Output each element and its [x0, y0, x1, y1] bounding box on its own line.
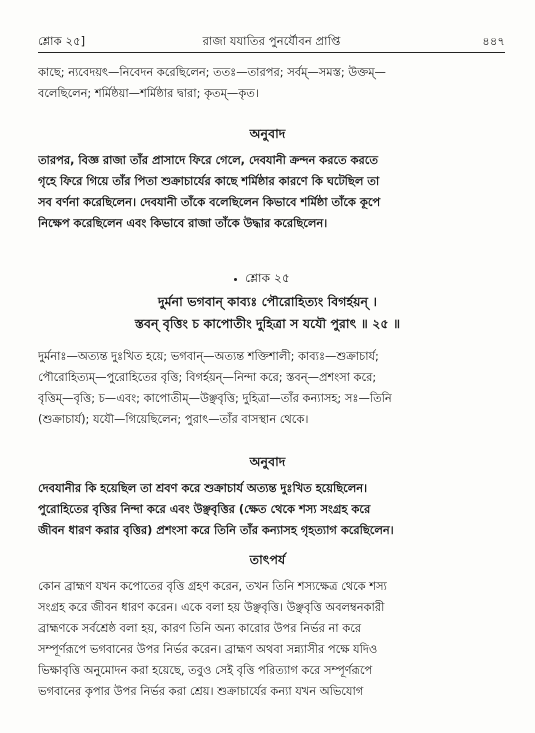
verse-line-2: স্তবন্ বৃত্তিং চ কাপোতীং দুহিত্রা স যযৌ পুরাৎ ॥ ২৫ ॥ [134, 316, 401, 331]
text-line: দুর্মনাঃ—অত্যন্ত দুঃখিত হয়ে; ভগবান্—অত্যন্ত শক্তিশালী; কাব্যঃ—শুক্রাচার্য; [38, 349, 379, 363]
text-line: তারপর, বিজ্ঞ রাজা তাঁর প্রাসাদে ফিরে গেলে, দেবযানী ক্রন্দন করতে করতে [38, 153, 378, 167]
text-line: (শুক্রাচার্য); যযৌ—গিয়েছিলেন; পুরাৎ—তাঁর বাসস্থান থেকে। [38, 412, 309, 426]
text-line: গৃহে ফিরে গিয়ে তাঁর পিতা শুক্রাচার্যের কাছে শর্মিষ্ঠার কারণে কি ঘটেছিল তা [38, 174, 380, 188]
text-line: ভিক্ষাবৃত্তি অনুমোদন করা হয়েছে, তবুও সেই বৃত্তি পরিত্যাগ করে সম্পূর্ণরূপে [38, 663, 373, 677]
header-rule [38, 52, 505, 53]
text-line: পৌরোহিত্যম্—পুরোহিতের বৃত্তি; বিগর্হয়ন্—নিন্দা করে; স্তবন্—প্রশংসা করে; [38, 370, 377, 384]
translation-text [38, 150, 505, 234]
translation-heading-2: অনুবাদ [249, 454, 286, 469]
verse-title: শ্লোক ২৫ [245, 271, 290, 285]
text-line: সব বর্ণনা করেছিলেন। দেবযানী তাঁকে বলেছিলেন কিভাবে শর্মিষ্ঠা তাঁকে কূপে [38, 195, 381, 209]
header-verse-ref: শ্লোক ২৫] [38, 34, 86, 48]
synonyms-continuation [38, 62, 505, 104]
text-line: দেবযানীর কি হয়েছিল তা শ্রবণ করে শুক্রাচার্য অত্যন্ত দুঃখিত হয়েছিলেন। [38, 481, 368, 495]
purport-heading: তাৎপর্য [249, 552, 286, 567]
text-line: নিক্ষেপ করেছিলেন এবং কিভাবে রাজা তাঁকে উদ্ধার করেছিলেন। [38, 216, 328, 230]
purport-text [38, 576, 505, 702]
text-line: ব্রাহ্মণকে সর্বশ্রেষ্ঠ বলা হয়, কারণ তিনি অন্য কারোর উপর নির্ভর না করে [38, 621, 362, 635]
text-line: কোন ব্রাহ্মণ যখন কপোতের বৃত্তি গ্রহণ করেন, তখন তিনি শস্যক্ষেত্র থেকে শস্য [38, 579, 387, 593]
header-page-number: ৪৪৭ [482, 34, 505, 48]
translation-heading: অনুবাদ [249, 126, 286, 141]
word-synonyms [38, 346, 505, 430]
verse-line-1: দুর্মনা ভগবান্ কাব্যঃ পৌরোহিত্যং বিগর্হয়ন্ । [158, 294, 377, 309]
text-line: সংগ্রহ করে জীবন ধারণ করেন। একে বলা হয় উঞ্ছবৃত্তি। উঞ্ছবৃত্তি অবলম্বনকারী [38, 600, 385, 614]
text-line: সম্পূর্ণরূপে ভগবানের উপর নির্ভর করেন। ব্রাহ্মণ অথবা সন্ন্যাসীর পক্ষে যদিও [38, 642, 378, 656]
translation-text-2 [38, 478, 505, 541]
running-header [38, 33, 505, 51]
text-line: বলেছিলেন; শর্মিষ্ঠয়া—শর্মিষ্ঠার দ্বারা; কৃতম্—কৃত। [38, 86, 259, 100]
header-chapter-title: রাজা যযাতির পুনর্যৌবন প্রাপ্তি [202, 34, 341, 48]
text-line: জীবন ধারণ করার বৃত্তির) প্রশংসা করে তিনি তাঁর কন্যাসহ গৃহত্যাগ করেছিলেন। [38, 523, 394, 537]
text-line: পুরোহিতের বৃত্তির নিন্দা করে এবং উঞ্ছবৃত্তির (ক্ষেত থেকে শস্য সংগ্রহ করে [38, 502, 371, 516]
text-line: কাছে; ন্যবেদয়ৎ—নিবেদন করেছিলেন; ততঃ—তারপর; সর্বম্—সমস্ত; উক্তম্— [38, 65, 386, 79]
text-line: বৃত্তিম্—বৃত্তি; চ—এবং; কাপোতীম্—উঞ্ছবৃত্তি; দুহিত্রা—তাঁর কন্যাসহ; সঃ—তিনি [38, 391, 392, 405]
text-line: ভগবানের কৃপার উপর নির্ভর করা শ্রেয়। শুক্রাচার্যের কন্যা যখন অভিযোগ [38, 684, 364, 698]
